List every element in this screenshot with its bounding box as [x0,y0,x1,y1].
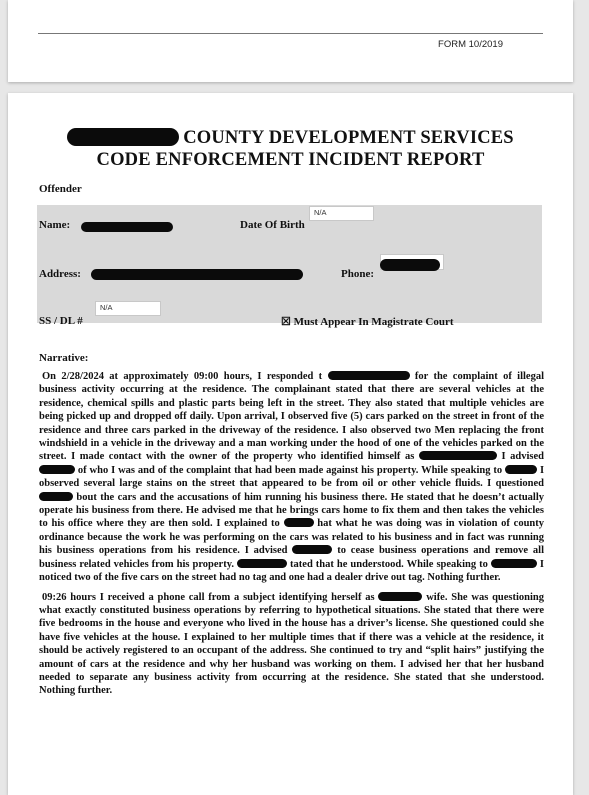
offender-info-box [37,205,542,328]
name-redaction [81,222,173,232]
narrative-body [39,370,544,704]
dob-label: Date Of Birth [240,219,305,231]
narrative-label: Narrative: [39,352,89,364]
phone-label: Phone: [341,268,374,280]
form-number: FORM 10/2019 [438,39,503,50]
report-title-line2: CODE ENFORCEMENT INCIDENT REPORT [96,150,485,170]
narrative-paragraph-1: On 2/28/2024 at approximately 09:00 hours, I responded t for the complaint of illegal business activity occurring at the residence. The complainant stated that there are several vehicles at the residence, chemical spills and plastic parts being left in the street. They also stated that multiple vehicles are being picked up and dropped off daily. Upon arrival, I observed five (5) cars parked on the street in front of the residence and three cars parked in the driveway of the residence. I also observed two Men replacing the front windshield in a vehicle in the driveway and a man working under the hood of one of the vehicles parked on the street. I made contact with the owner of the property who identified himself as I advised of who I was and of the complaint that had been made against his property. While speaking to I observed several large stains on the street that appeared to be from oil or other vehicle fluids. I questioned bout the cars and the accusations of him running his business there. He stated that he doesn’t actually operate his business from there. He advised me that he brings cars home to fix them and then takes the vehicles to his office where they are then sold. I explained to hat what he was doing was in violation of county ordinance because the work he was performing on the cars was related to his business and in fact was running his business operations from his residence. I advised to cease business operations and remove all business related vehicles from his property. tated that he understood. While speaking to I noticed two of the five cars on the street had no tag and one had a dealer drive out tag. Nothing further. [39,371,545,584]
redaction-bar [67,128,179,146]
name-label: Name: [39,219,71,231]
magistrate-checkbox[interactable]: ☒ Must Appear In Magistrate Court [281,316,454,328]
previous-page [8,0,573,82]
ssdl-field[interactable]: N/A [95,301,161,316]
offender-label: Offender [39,183,82,195]
phone-redaction [380,259,440,271]
report-title-text-1: COUNTY DEVELOPMENT SERVICES [183,128,514,148]
address-label: Address: [39,268,81,280]
incident-report-page [8,93,573,795]
report-title-line1 [8,128,573,149]
narrative-paragraph-2: 09:26 hours I received a phone call from a subject identifying herself as wife. She was questioning what exactly constituted business operations by referring to hypothetical situations. She stated that there were five bedrooms in the house and everyone who lived in the house has a driver’s license. She questioned could she have five vehicles at the house. I explained to her multiple times that if there was a vehicle at the residence, it should be actively registered to an occupant of the address. She continued to try and “split hairs” justifying the amount of cars at the residence and why her husband was working on them. I advised her that her husband needed to separate any business activity from occurring at the residence. She stated that she understood. Nothing further. [39,591,545,697]
address-redaction [91,269,303,280]
ssdl-label: SS / DL # [39,315,83,327]
dob-field[interactable]: N/A [309,206,374,221]
header-rule [38,33,543,34]
